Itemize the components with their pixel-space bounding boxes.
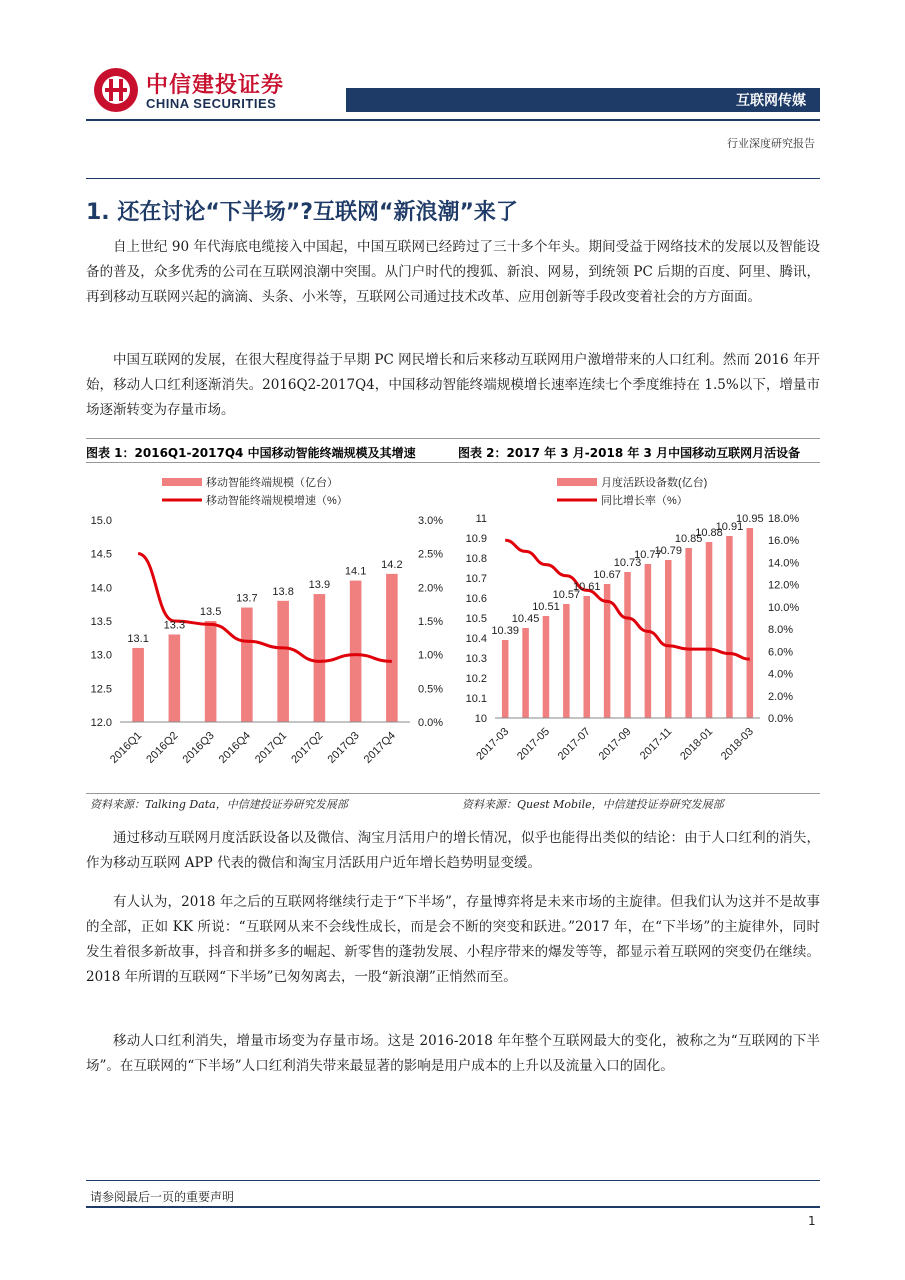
data-label: 10.77 [634,549,662,561]
header-rule-2 [86,178,820,179]
y-tick-label: 14.5 [90,548,112,561]
legend-bar-label: 移动智能终端规模（亿台） [206,477,338,489]
legend-line-label: 同比增长率（%） [601,495,688,507]
y2-tick-label: 8.0% [768,624,794,637]
bar [726,536,733,718]
legend-bar-swatch [557,478,597,486]
data-label: 13.5 [199,606,222,618]
data-label: 10.91 [715,521,744,533]
data-label: 10.51 [532,601,560,613]
bar [502,640,509,718]
y2-tick-label: 18.0% [768,513,800,525]
legend-bar-swatch [162,478,202,486]
data-label: 14.2 [381,558,403,571]
footer-rule-top [86,1180,820,1181]
data-label: 13.3 [163,619,186,632]
data-label: 10.73 [613,557,642,569]
bar [169,634,181,722]
y-tick-label: 10.8 [465,553,487,565]
figure-1-source: 资料来源：Talking Data，中信建投证券研究发展部 [90,798,348,811]
footer-disclaimer: 请参阅最后一页的重要声明 [90,1190,235,1204]
y-tick-label: 10 [474,713,487,725]
y-tick-label: 10.1 [465,693,487,705]
data-label: 10.39 [491,625,519,637]
bar [314,594,326,722]
y2-tick-label: 6.0% [768,646,794,659]
y2-tick-label: 3.0% [418,515,444,527]
x-tick-label: 2017-09 [596,725,634,763]
bar [665,560,672,718]
data-label: 14.1 [344,565,367,578]
category-label: 互联网传媒 [736,93,806,109]
bar [132,648,144,722]
y-tick-label: 12.0 [90,717,112,729]
paragraph-2: 中国互联网的发展，在很大程度得益于早期 PC 网民增长和后来移动互联网用户激增带来的人口红利。然而 2016 年开始，移动人口红利逐渐消失。2016Q2-2017Q4，中国移动智能终端规模增长速率连续七个季度维持在 1.5%以下，增量市场逐渐转变为存量市场。 [86,352,820,418]
x-tick-label: 2018-01 [678,725,716,763]
bar [624,572,631,718]
x-tick-label: 2016Q4 [216,729,253,766]
bar [241,608,253,722]
bar [747,528,754,718]
bar [543,616,550,718]
bar [205,621,217,722]
bar [277,601,289,722]
logo-emblem-icon [92,66,140,114]
x-tick-label: 2016Q1 [108,729,145,766]
figure-2-source: 资料来源：Quest Mobile，中信建投证券研究发展部 [462,798,724,811]
x-tick-label: 2017Q4 [361,729,398,766]
data-label: 10.57 [552,589,581,601]
y2-tick-label: 0.0% [768,713,794,725]
data-label: 10.79 [654,545,683,557]
data-label: 13.1 [127,632,149,645]
bar [386,574,398,722]
y2-tick-label: 2.0% [418,582,444,595]
x-tick-label: 2016Q2 [144,729,181,766]
data-label: 10.85 [674,533,703,545]
y-tick-label: 10.9 [465,533,487,545]
y2-tick-label: 0.5% [418,683,444,696]
data-label: 10.88 [695,527,723,539]
y-tick-label: 10.3 [465,653,487,665]
x-tick-label: 2017Q1 [253,729,290,766]
y-tick-label: 10.6 [465,593,487,605]
x-tick-label: 2017Q3 [325,729,362,766]
bar [563,604,570,718]
y-tick-label: 11 [475,513,487,525]
category-banner [346,88,820,112]
figure-source-rule [86,793,820,794]
paragraph-4: 有人认为，2018 年之后的互联网将继续行走于“下半场”，存量博弈将是未来市场的主旋律。但我们认为这并不是故事的全部，正如 KK 所说：“互联网从来不会线性成长，而是会不断的突变和跃进。”2017 年，在“下半场”的主旋律外，同时发生着很多新故事，抖音和拼多多的崛起、新零售的蓬勃发展、小程序带来的爆发等等，都显示着互联网的突变仍在继续。2018 年所谓的互联网“下半场”已匆匆离去，一股“新浪潮”正悄然而至。 [86,894,820,985]
x-tick-label: 2017-11 [637,725,675,763]
y2-tick-label: 14.0% [768,557,800,570]
bar [645,564,652,718]
y-tick-label: 15.0 [90,515,112,527]
x-tick-label: 2016Q3 [180,729,217,766]
y2-tick-label: 16.0% [768,535,800,548]
y-tick-label: 10.5 [465,613,487,625]
paragraph-1: 自上世纪 90 年代海底电缆接入中国起，中国互联网已经跨过了三十多个年头。期间受益于网络技术的发展以及智能设备的普及，众多优秀的公司在互联网浪潮中突围。从门户时代的搜狐、新浪、网易，到统领 PC 后期的百度、阿里、腾讯，再到移动互联网兴起的滴滴、头条、小米等，互联网公司通过技术改革、应用创新等手段改变着社会的方方面面。 [86,239,820,305]
figure-2-caption: 图表 2：2017 年 3 月-2018 年 3 月中国移动互联网月活设备 [458,446,801,460]
figure-caption-rule-bottom [86,462,820,463]
section-title: 1. 还在讨论“下半场”?互联网“新浪潮”来了 [86,200,518,225]
chart-monthly-active-devices [455,466,825,788]
chart-mobile-terminal-scale [80,466,450,788]
paragraph-5: 移动人口红利消失，增量市场变为存量市场。这是 2016-2018 年年整个互联网最大的变化，被称之为“互联网的下半场”。在互联网的“下半场”人口红利消失带来最显著的影响是用户成本的上升以及流量入口的固化。 [86,1033,820,1074]
y-tick-label: 10.7 [465,573,487,585]
y2-tick-label: 10.0% [768,601,800,614]
bar [604,584,611,718]
logo-text-cn: 中信建投证券 [146,73,285,98]
report-type: 行业深度研究报告 [727,137,815,150]
bar [522,628,529,718]
data-label: 13.9 [308,579,331,592]
x-tick-label: 2017-05 [515,725,553,763]
x-tick-label: 2018-03 [718,725,756,763]
footer-rule-bottom [86,1206,820,1208]
y2-tick-label: 1.5% [418,616,444,628]
data-label: 10.61 [572,581,601,593]
x-tick-label: 2017-03 [474,725,512,763]
data-label: 10.67 [593,569,621,581]
paragraph-3: 通过移动互联网月度活跃设备以及微信、淘宝月活用户的增长情况，似乎也能得出类似的结论：由于人口红利的消失，作为移动互联网 APP 代表的微信和淘宝月活跃用户近年增长趋势明显变缓。 [86,830,820,871]
legend-line-label: 移动智能终端规模增速（%） [206,495,348,507]
y-tick-label: 14.0 [90,582,112,595]
bar [685,548,692,718]
figure-caption-rule-top [86,438,820,439]
legend-bar-label: 月度活跃设备数(亿台) [601,477,708,489]
x-tick-label: 2017Q2 [289,729,326,766]
bar [350,581,362,722]
bar [583,596,590,718]
y2-tick-label: 2.5% [418,548,444,561]
data-label: 13.8 [272,585,294,598]
logo-text-en: CHINA SECURITIES [146,96,277,111]
header-rule [86,119,820,121]
data-label: 10.95 [736,513,764,525]
data-label: 10.45 [511,613,540,625]
y-tick-label: 12.5 [90,683,112,696]
y-tick-label: 10.4 [465,633,487,645]
logo [92,66,140,114]
figure-1-caption: 图表 1：2016Q1-2017Q4 中国移动智能终端规模及其增速 [86,446,416,460]
y-tick-label: 13.0 [90,649,112,662]
y2-tick-label: 4.0% [768,668,794,681]
y-tick-label: 13.5 [90,616,112,628]
y2-tick-label: 2.0% [768,690,794,703]
y-tick-label: 10.2 [465,673,487,685]
data-label: 13.7 [236,592,258,605]
bar [706,542,713,718]
x-tick-label: 2017-07 [555,725,593,763]
y2-tick-label: 0.0% [418,717,444,729]
y2-tick-label: 1.0% [418,649,444,662]
y2-tick-label: 12.0% [768,579,800,592]
page-number: 1 [808,1214,816,1228]
